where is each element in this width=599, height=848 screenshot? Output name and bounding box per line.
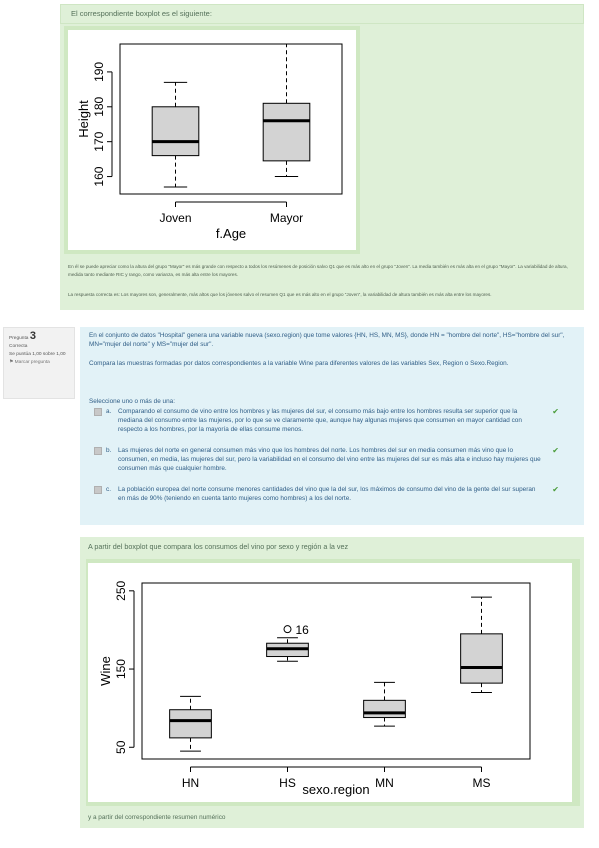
option-text: La población europea del norte consume menores cantidades del vino que la del sur, los máximos de consumo del vino de la gente del sur superan en más de 90% (teniendo en cuenta tanto mujeres como hombres) a los del norte. xyxy=(118,486,536,502)
option-checkbox[interactable] xyxy=(94,486,102,494)
option-text: Las mujeres del norte en general consumen más vino que los hombres del norte. Los hombres del sur en media consumen más vino que lo consumen, en media, las mujeres del sur, pero la variabilidad en el consumo del vino entre las mujeres del sur es más alta e incluso hay mujeres que consumen más que cualquier hombre. xyxy=(118,447,541,472)
question-stem: En el conjunto de datos "Hospital" genera una variable nueva (sexo.region) que tome valores {HN, HS, MN, MS}, donde HN = "hombre del norte", HS="hombre del sur", MN="mujer del norte" y MS="mujer del sur". xyxy=(89,332,565,348)
feedback-top-heading: El correspondiente boxplot es el siguiente: xyxy=(60,4,584,24)
outlier-point xyxy=(284,626,291,633)
boxplot-age-chart xyxy=(68,30,356,250)
option-letter: b. xyxy=(106,447,112,454)
question-score: Se puntúa 1,00 sobre 1,00 xyxy=(9,352,66,357)
x-tick-label: Mayor xyxy=(269,211,304,225)
option-text: Comparando el consumo de vino entre los hombres y las mujeres del sur, el consumo más bajo entre los hombres resulta ser superior que la mediana del consumo entre las mujeres, por lo que se ve claramente que, aunque hay algunas mujeres que consumen en mayor cantidad con respecto a los hombres, por la mayoría de ellas consume menos. xyxy=(118,408,522,433)
option-checkbox[interactable] xyxy=(94,408,102,416)
box-Mayor xyxy=(263,103,310,161)
question-status: Correcta xyxy=(9,344,28,349)
flag-question-label: Marcar pregunta xyxy=(14,360,50,365)
feedback-top-explanation: En él se puede apreciar como la altura del grupo "Mayor" es más grande con respecto a todos los resúmenes de posición salvo Q1 que es más alto en el grupo "Joven". La media también es más alta en el grupo "Mayor". La variabilidad de altura, medida tanto mediante RIC y rango, como varianza, es más alta entre los mayores. xyxy=(68,264,568,277)
y-axis-label: Wine xyxy=(98,656,113,686)
x-tick-label: MS xyxy=(472,776,491,790)
answer-prompt: Seleccione uno o más de una: xyxy=(89,398,175,405)
outlier-label: 16 xyxy=(295,623,309,638)
question-instructions: Compara las muestras formadas por datos correspondientes a la variable Wine para diferentes valores de las variables Sex, Region o Sexo.Region. xyxy=(89,360,509,367)
y-tick-label: 50 xyxy=(114,740,128,754)
flag-question-button[interactable] xyxy=(9,359,69,367)
box-MN xyxy=(364,700,406,717)
x-tick-label: MN xyxy=(375,776,394,790)
x-axis-label: sexo.region xyxy=(302,782,370,797)
question-info xyxy=(3,327,75,399)
box-MS xyxy=(461,634,503,683)
question-number: 3 xyxy=(29,330,36,342)
feedback-top-correct-answer: La respuesta correcta es: Los mayores son, generalmente, más altos que los jóvenes salvo el resumen Q1 que es más alto en el grupo "Joven", la variabilidad de altura también es más alta entre los mayores. xyxy=(68,292,492,297)
y-tick-label: 190 xyxy=(92,61,106,82)
x-axis-label: f.Age xyxy=(215,226,247,241)
question-content xyxy=(80,327,584,525)
feedback-bottom xyxy=(80,537,584,828)
check-icon: ✔ xyxy=(552,407,559,416)
y-tick-label: 250 xyxy=(114,580,128,601)
y-axis-label: Height xyxy=(76,100,91,138)
boxplot-age-panel xyxy=(68,30,356,250)
y-tick-label: 160 xyxy=(92,166,106,187)
question-label: Pregunta xyxy=(9,336,29,341)
y-tick-label: 180 xyxy=(92,96,106,117)
flag-icon: ⚑ xyxy=(9,360,14,365)
x-tick-label: HN xyxy=(181,776,200,790)
feedback-bottom-footer: y a partir del correspondiente resumen numérico xyxy=(88,814,226,821)
y-tick-label: 170 xyxy=(92,131,106,152)
boxplot-wine-container xyxy=(86,559,580,806)
feedback-top xyxy=(60,4,584,310)
boxplot-wine-panel xyxy=(88,563,572,802)
feedback-bottom-heading: A partir del boxplot que compara los consumos del vino por sexo y región a la vez xyxy=(88,542,349,551)
y-tick-label: 150 xyxy=(114,659,128,680)
option-letter: a. xyxy=(106,408,112,415)
option-letter: c. xyxy=(106,486,111,493)
box-Joven xyxy=(152,107,199,156)
check-icon: ✔ xyxy=(552,485,559,494)
check-icon: ✔ xyxy=(552,446,559,455)
question-number-line xyxy=(9,332,69,343)
boxplot-wine-chart xyxy=(88,563,572,802)
x-tick-label: HS xyxy=(279,776,296,790)
box-HN xyxy=(170,710,212,738)
boxplot-age-container xyxy=(64,26,360,254)
x-tick-label: Joven xyxy=(159,211,192,225)
option-checkbox[interactable] xyxy=(94,447,102,455)
